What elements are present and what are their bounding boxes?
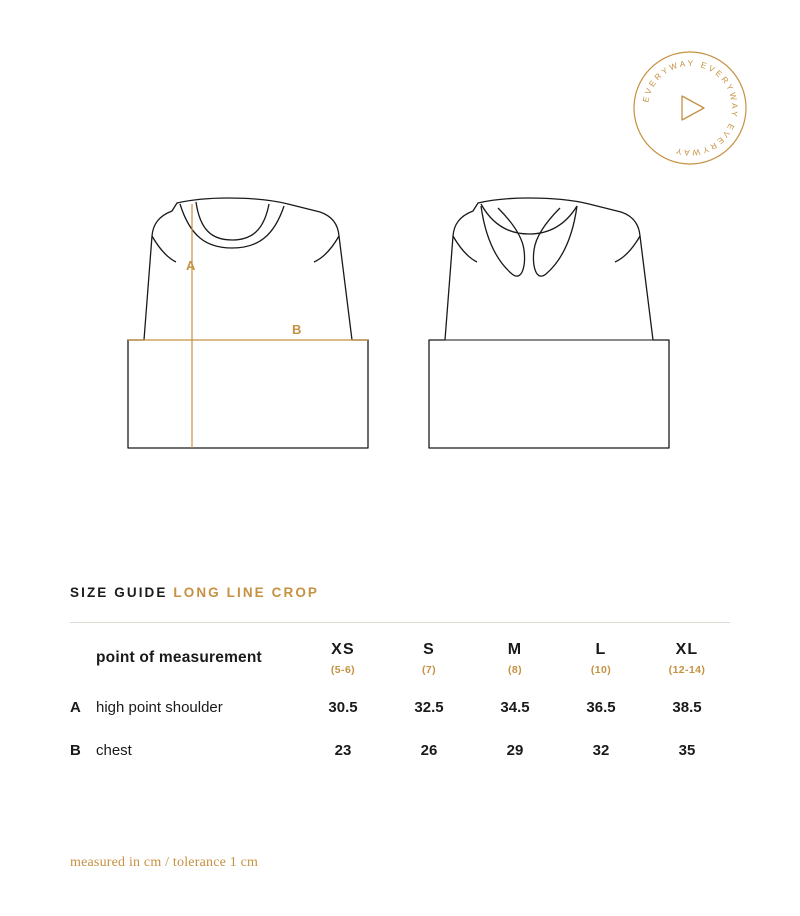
measurement-lines-front [128,204,368,448]
table-row [70,729,730,772]
svg-text:EVERYWAY EVERYWAY EVERYWAY: EVERYWAY EVERYWAY EVERYWAY [641,58,740,158]
play-triangle-icon [682,96,704,120]
size-xs-sub: (5-6) [330,663,356,676]
header-letter-spacer [70,627,96,686]
divider [70,622,730,623]
measurement-label-b: B [292,322,302,337]
cell-b-l: 32 [592,741,610,759]
size-guide-title-main: SIZE GUIDE [70,585,168,600]
cell-b-m: 29 [506,741,524,759]
back-view-illustration [429,198,669,448]
cell-a-s: 32.5 [414,698,444,716]
header-point-of-measurement: point of measurement [96,649,262,667]
size-l-name: L [595,641,607,658]
header-size-l [558,627,644,686]
size-l-sub: (10) [590,663,612,676]
cell-b-s: 26 [420,741,438,759]
brand-logo [630,48,750,168]
size-xl-sub: (12-14) [668,663,706,676]
front-view-illustration [128,198,368,448]
size-guide-title-accent: LONG LINE CROP [173,585,320,600]
size-table [70,627,730,772]
header-size-xs [300,627,386,686]
size-s-name: S [423,641,435,658]
row-label-chest: chest [96,741,132,759]
row-letter-a: A [70,698,81,716]
cell-a-xl: 38.5 [672,698,702,716]
size-table-header-row [70,627,730,686]
cell-a-m: 34.5 [500,698,530,716]
table-row [70,686,730,729]
size-xs-name: XS [331,641,355,658]
row-label-high-point-shoulder: high point shoulder [96,698,223,716]
size-guide-title [70,585,730,600]
size-m-name: M [507,641,523,658]
size-guide-section [70,585,730,772]
measurement-label-a: A [186,258,196,273]
cell-b-xs: 23 [334,741,352,759]
size-s-sub: (7) [421,663,437,676]
size-m-sub: (8) [507,663,523,676]
cell-a-xs: 30.5 [328,698,358,716]
header-size-s [386,627,472,686]
header-size-xl [644,627,730,686]
row-letter-b: B [70,741,81,759]
cell-a-l: 36.5 [586,698,616,716]
header-size-m [472,627,558,686]
size-xl-name: XL [675,641,699,658]
measurement-footnote: measured in cm / tolerance 1 cm [70,855,259,870]
garment-illustrations [0,190,800,480]
cell-b-xl: 35 [678,741,696,759]
